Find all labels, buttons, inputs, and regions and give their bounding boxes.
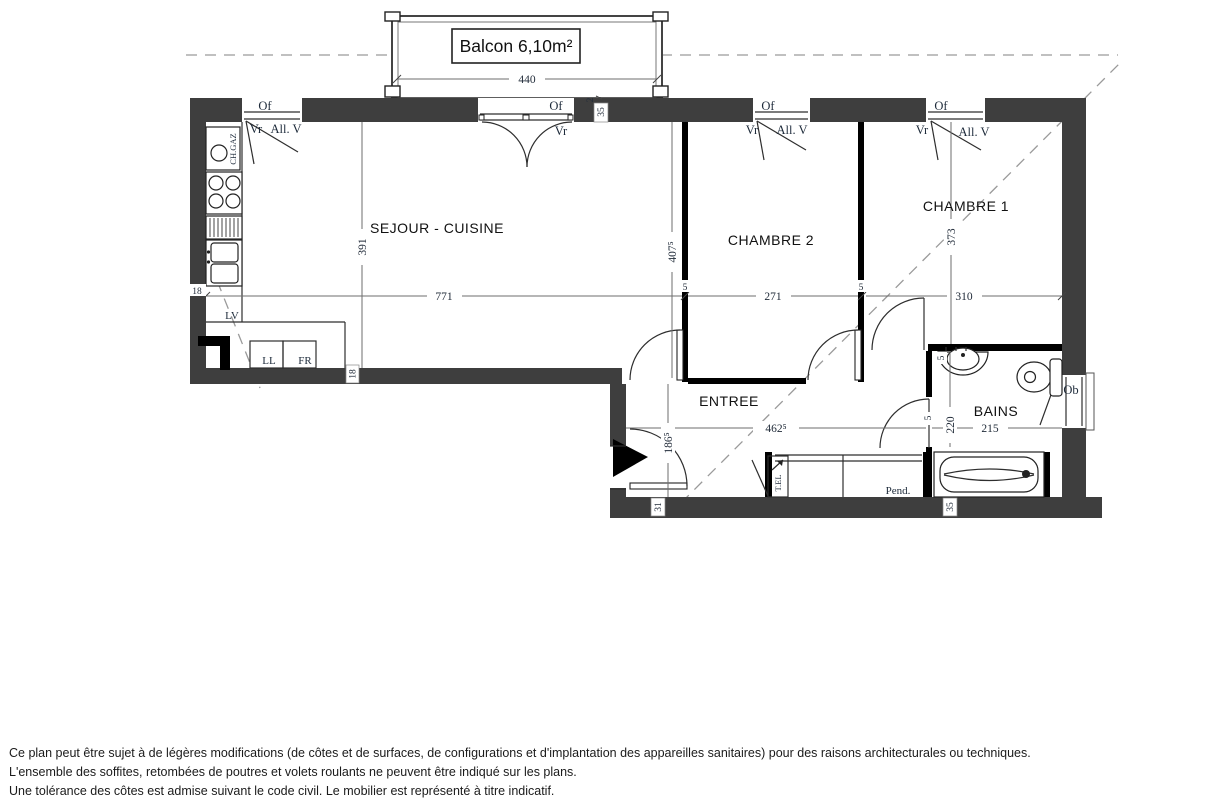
dim-wall18: 18	[348, 369, 359, 379]
room-label-entree: ENTREE	[699, 393, 759, 409]
gas-boiler-label: CH.GAZ	[228, 133, 238, 165]
disclaimer-line-3: Une tolérance des côtes est admise suivant le code civil. Le mobilier est représenté à titre indicatif.	[9, 784, 555, 798]
window-label-vr: Vr	[745, 123, 759, 137]
balcony-post	[385, 12, 400, 21]
drainboard	[206, 216, 242, 239]
wardrobe-label: Pend.	[885, 485, 911, 497]
balcony-post	[653, 86, 668, 97]
interior-partitions	[198, 122, 1062, 497]
room-label-sejour: SEJOUR - CUISINE	[369, 220, 505, 236]
dim-ch1-width: 310	[955, 291, 973, 303]
reference-lines	[186, 55, 1121, 503]
window-label-allv: All. V	[776, 123, 808, 137]
disclaimer-block	[9, 744, 1219, 800]
kitchen-fixtures	[206, 122, 345, 368]
dim-wall5: 5	[937, 355, 947, 361]
electrical-panel-label: T.EL	[773, 474, 783, 492]
entree-fixtures	[768, 455, 922, 497]
balcony-post	[653, 12, 668, 21]
window-label-of: Of	[549, 99, 563, 113]
window-label-of: Of	[258, 99, 272, 113]
dim-wall31: 31	[654, 502, 664, 512]
balcony-post	[385, 86, 400, 97]
dim-bains-height: 220	[945, 416, 957, 434]
window-label-allv: All. V	[958, 125, 990, 139]
room-label-chambre2: CHAMBRE 2	[727, 232, 815, 248]
room-labels	[370, 198, 1018, 419]
french-door-sejour	[478, 98, 574, 167]
window-label-of: Of	[934, 99, 948, 113]
dim-sejour-width: 771	[435, 291, 453, 303]
dim-wall35: 35	[946, 502, 956, 512]
dim-wall5: 5	[682, 283, 688, 293]
dim-wall5: 5	[924, 415, 934, 421]
window-label-vr: Vr	[249, 122, 263, 136]
disclaimer-line-2: L'ensemble des soffites, retombées de poutres et volets roulants ne peuvent être indiqué sur les plans.	[9, 765, 577, 779]
balcony-label: Balcon 6,10m²	[459, 36, 573, 56]
washer-label: LL	[262, 355, 276, 367]
window-chambre1	[916, 98, 990, 160]
window-label-of: Of	[761, 99, 775, 113]
fridge-label: FR	[298, 355, 312, 367]
dim-wall18: 18	[192, 287, 202, 297]
dim-entree-height: 186⁵	[663, 432, 675, 454]
dim-balcony-width: 440	[518, 74, 536, 86]
dim-ch2-height: 407⁵	[667, 241, 679, 263]
dim-wall5: 5	[858, 283, 864, 293]
window-label-allv: All. V	[270, 122, 302, 136]
window-label-ob: Ob	[1063, 383, 1079, 397]
dim-sejour-height: 391	[357, 238, 369, 256]
window-chambre2	[746, 98, 810, 160]
room-label-chambre1: CHAMBRE 1	[922, 198, 1010, 214]
window-label-vr: Vr	[915, 123, 929, 137]
dim-wall2: 2	[586, 97, 596, 103]
balcony	[385, 12, 668, 98]
dishwasher-label: LV	[225, 310, 239, 322]
entry-arrow	[613, 439, 648, 477]
dim-ch1-height: 373	[946, 228, 958, 246]
dim-ch2-width: 271	[764, 291, 782, 303]
dim-bains-width: 215	[981, 423, 999, 435]
window-label-vr: Vr	[554, 124, 568, 138]
disclaimer-line-1: Ce plan peut être sujet à de légères modifications (de côtes et de surfaces, de configurations et d'implantation des appareilles sanitaires) pour des raisons architecturales ou techniques.	[9, 746, 1031, 760]
dim-entree-width: 462⁵	[765, 423, 787, 435]
dim-wall35: 35	[597, 107, 607, 117]
room-label-bains: BAINS	[973, 403, 1019, 419]
window-kitchen	[242, 98, 302, 164]
